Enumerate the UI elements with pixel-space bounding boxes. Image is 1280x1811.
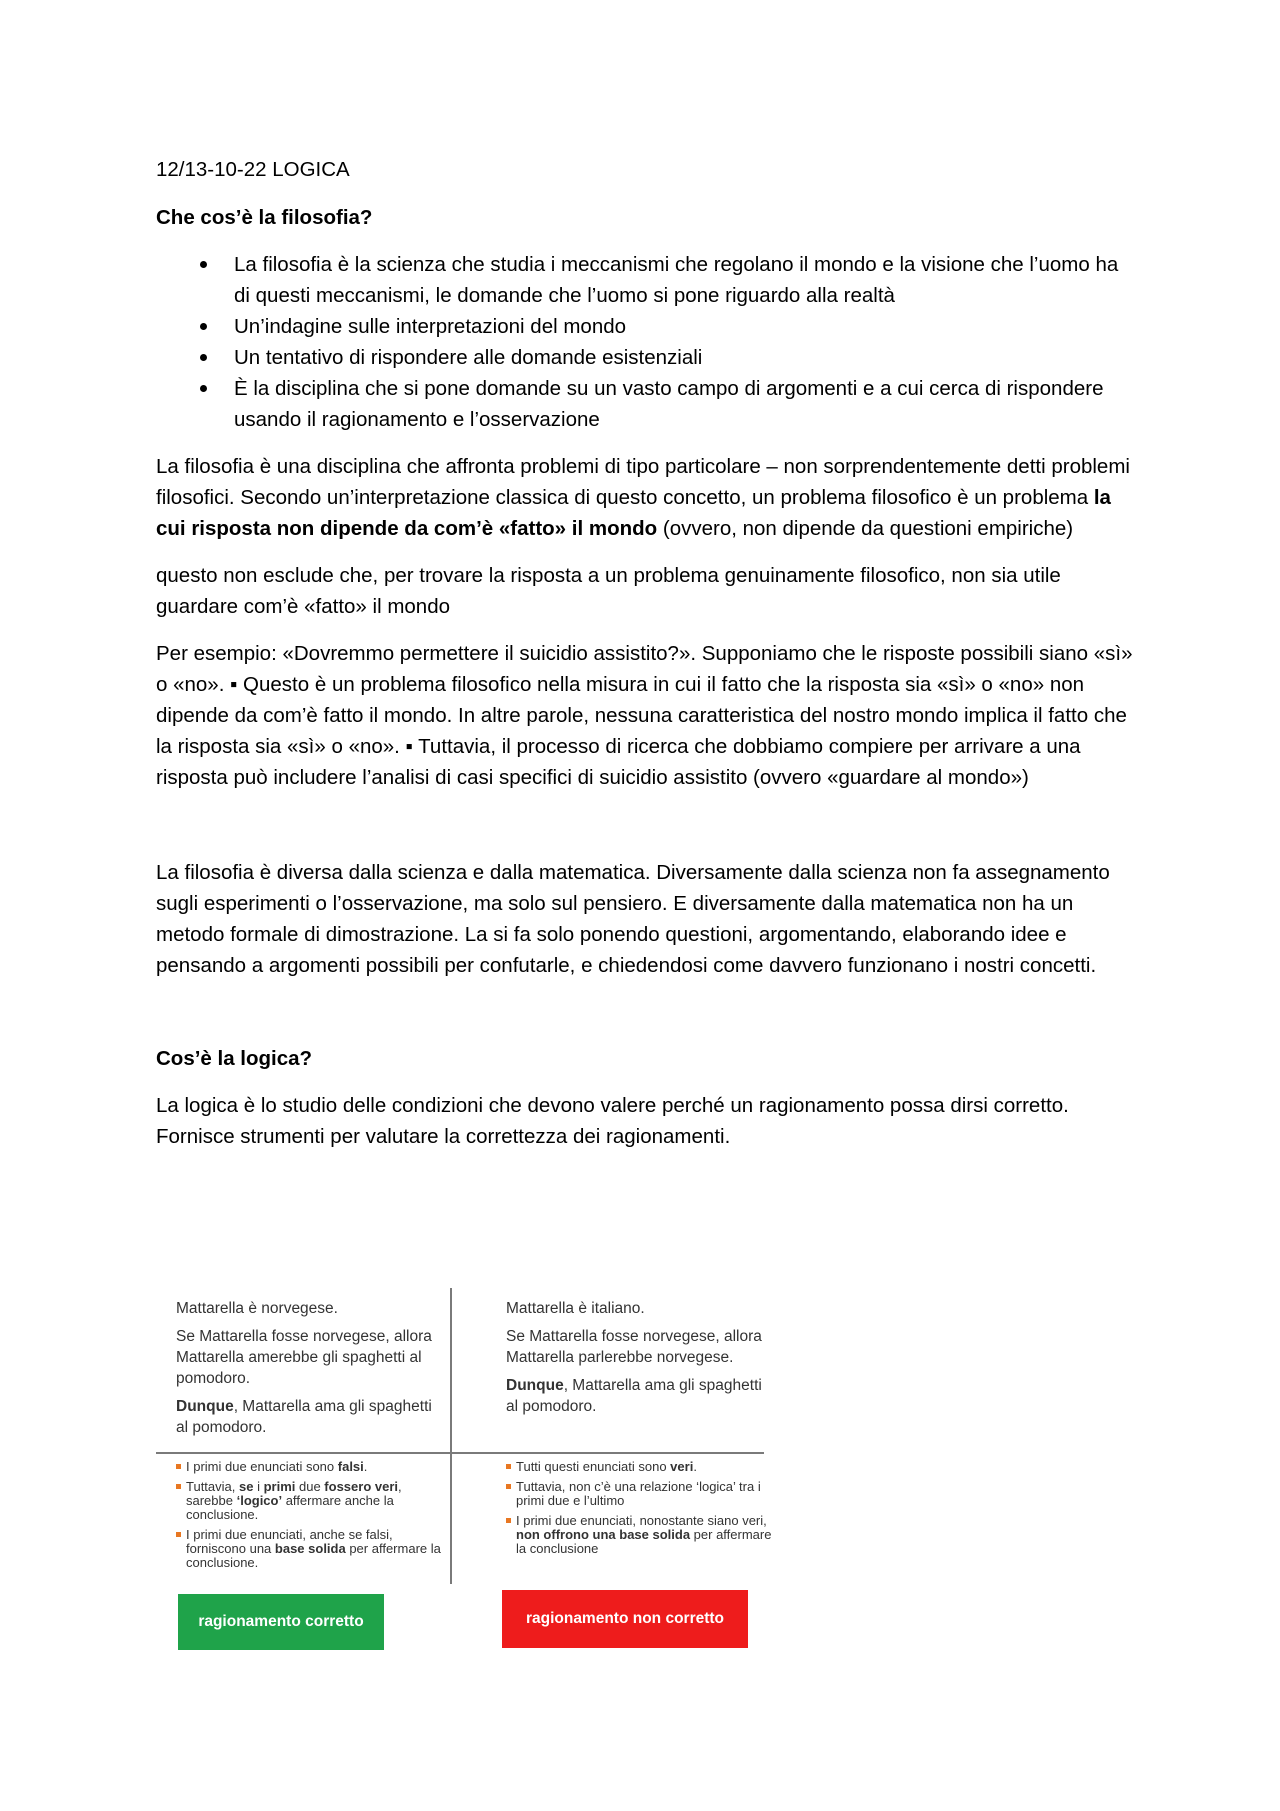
square-bullet-icon (506, 1464, 511, 1469)
square-bullet-icon (176, 1464, 181, 1469)
bullet-icon (200, 261, 207, 268)
document-body (156, 154, 1136, 1168)
note: Tuttavia, se i primi due fossero veri, sarebbe ‘logico’ affermare anche la conclusione. (176, 1480, 446, 1522)
bullet-list (156, 249, 1136, 435)
conclusion: Dunque, Mattarella ama gli spaghetti al pomodoro. (506, 1377, 762, 1415)
paragraph-guardare-mondo: questo non esclude che, per trovare la risposta a un problema genuinamente filosofico, non sia utile guardare com’è «fatto» il mondo (156, 564, 1061, 618)
square-bullet-icon (176, 1484, 181, 1489)
section-heading-filosofia: Che cos’è la filosofia? (156, 206, 373, 229)
note: I primi due enunciati, anche se falsi, forniscono una base solida per affermare la conclusione. (176, 1528, 446, 1570)
divider-vertical (450, 1288, 452, 1584)
list-item: Un tentativo di rispondere alle domande esistenziali (156, 342, 1136, 373)
note: I primi due enunciati, nonostante siano veri, non offrono una base solida per affermare la conclusione (506, 1514, 776, 1556)
verdict-correct-label: ragionamento corretto (178, 1594, 384, 1650)
paragraph-esempio: Per esempio: «Dovremmo permettere il suicidio assistito?». Supponiamo che le risposte possibili siano «sì» o «no». ▪ Questo è un problema filosofico nella misura in cui il fatto che la risposta sia «sì» o «no» non dipende da com’è fatto il mondo. In altre parole, nessuna caratteristica del nostro mondo implica il fatto che la risposta sia «sì» o «no». ▪ Tuttavia, il processo di ricerca che dobbiamo compiere per arrivare a una risposta può includere l’analisi di casi specifici di suicidio assistito (ovvero «guardare al mondo») (156, 642, 1133, 789)
premise: Se Mattarella fosse norvegese, allora Mattarella parlerebbe norvegese. (506, 1328, 762, 1366)
square-bullet-icon (506, 1484, 511, 1489)
conclusion: Dunque, Mattarella ama gli spaghetti al pomodoro. (176, 1398, 432, 1436)
premise: Mattarella è italiano. (506, 1300, 645, 1317)
verdict-incorrect-label: ragionamento non corretto (502, 1590, 748, 1648)
bullet-icon (200, 354, 207, 361)
notes-valid (176, 1460, 446, 1576)
premise: Mattarella è norvegese. (176, 1300, 338, 1317)
note: Tutti questi enunciati sono veri. (506, 1460, 776, 1474)
square-bullet-icon (506, 1518, 511, 1523)
bullet-icon (200, 385, 207, 392)
document-title: 12/13-10-22 LOGICA (156, 158, 350, 181)
argument-valid (176, 1298, 446, 1445)
list-item: Un’indagine sulle interpretazioni del mondo (156, 311, 1136, 342)
premise: Se Mattarella fosse norvegese, allora Mattarella amerebbe gli spaghetti al pomodoro. (176, 1328, 432, 1387)
divider-horizontal (156, 1452, 764, 1454)
paragraph-logica: La logica è lo studio delle condizioni che devono valere perché un ragionamento possa dirsi corretto. Fornisce strumenti per valutare la correttezza dei ragionamenti. (156, 1094, 1069, 1148)
notes-invalid (506, 1460, 776, 1562)
section-heading-logica: Cos’è la logica? (156, 1047, 313, 1070)
list-item: La filosofia è la scienza che studia i meccanismi che regolano il mondo e la visione che l’uomo ha di questi meccanismi, le domande che l’uomo si pone riguardo alla realtà (156, 249, 1136, 311)
square-bullet-icon (176, 1532, 181, 1537)
argument-invalid (506, 1298, 776, 1424)
note: I primi due enunciati sono falsi. (176, 1460, 446, 1474)
paragraph-differenze: La filosofia è diversa dalla scienza e dalla matematica. Diversamente dalla scienza non fa assegnamento sugli esperimenti o l’osservazione, ma solo sul pensiero. E diversamente dalla matematica non ha un metodo formale di dimostrazione. La si fa solo ponendo questioni, argomentando, elaborando idee e pensando a argomenti possibili per confutarle, e chiedendosi come davvero funzionano i nostri concetti. (156, 861, 1110, 977)
note: Tuttavia, non c’è una relazione ‘logica’ tra i primi due e l’ultimo (506, 1480, 776, 1508)
paragraph-problema-filosofico: La filosofia è una disciplina che affronta problemi di tipo particolare – non sorprendentemente detti problemi filosofici. Secondo un’interpretazione classica di questo concetto, un problema filosofico è un problema la cui risposta non dipende da com’è «fatto» il mondo (ovvero, non dipende da questioni empiriche) (156, 455, 1130, 540)
bullet-icon (200, 323, 207, 330)
logic-comparison-figure (156, 1288, 772, 1654)
list-item: È la disciplina che si pone domande su un vasto campo di argomenti e a cui cerca di rispondere usando il ragionamento e l’osservazione (156, 373, 1136, 435)
